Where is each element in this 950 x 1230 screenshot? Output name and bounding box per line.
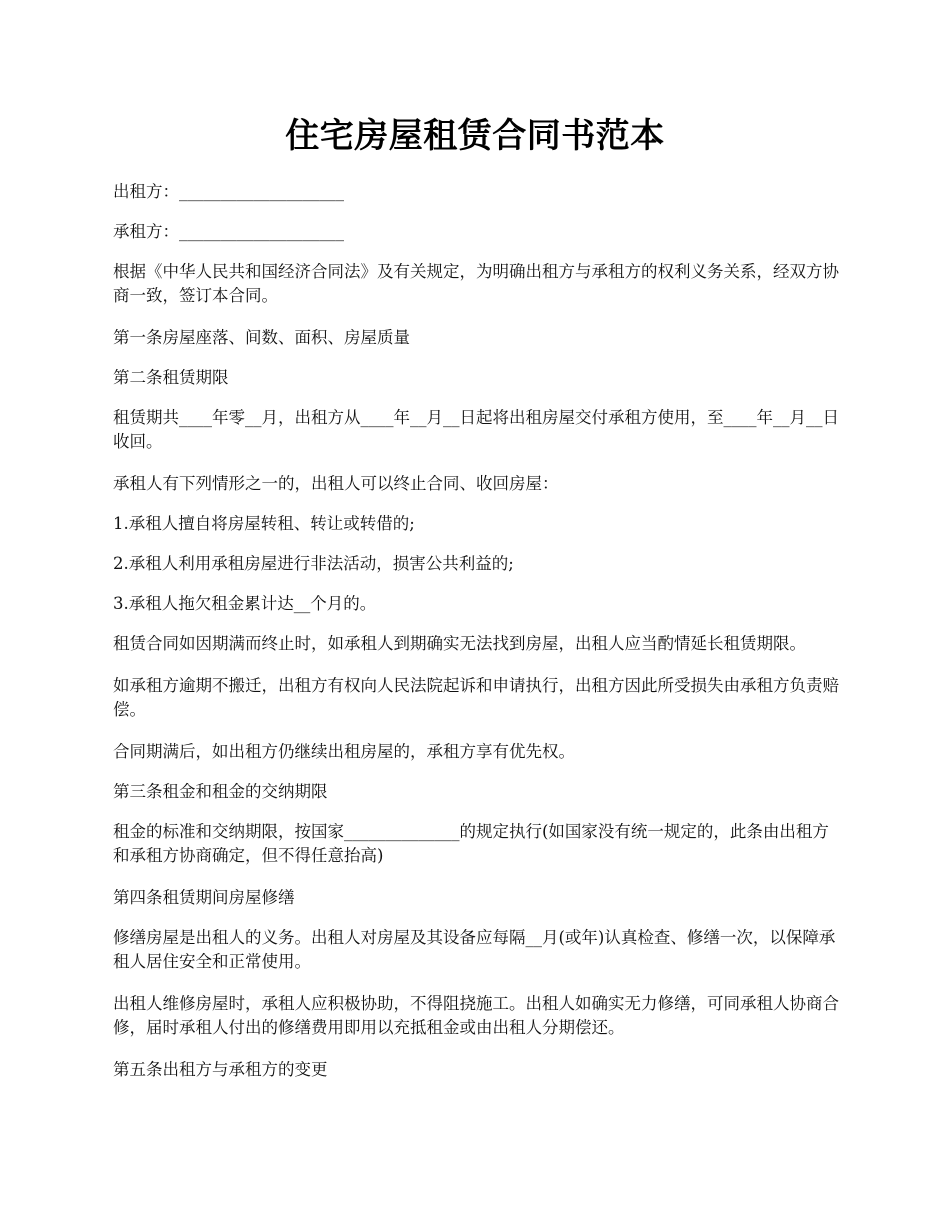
article-5-heading: 第五条出租方与承租方的变更 bbox=[113, 1060, 328, 1079]
termination-item-3: 3.承租人拖欠租金累计达__个月的。 bbox=[113, 594, 377, 613]
document-body bbox=[113, 180, 843, 1098]
article-3-heading: 第三条租金和租金的交纳期限 bbox=[113, 782, 328, 801]
article-2-heading: 第二条租赁期限 bbox=[113, 368, 229, 387]
lessee-line: 承租方：____________________ bbox=[113, 222, 344, 241]
termination-item-2: 2.承租人利用承租房屋进行非法活动，损害公共利益的; bbox=[113, 554, 514, 573]
rent-standard-paragraph: 租金的标准和交纳期限，按国家______________的规定执行(如国家没有统一规定的，此条由出租方和承租方协商确定，但不得任意抬高) bbox=[113, 822, 829, 865]
article-4-heading: 第四条租赁期间房屋修缮 bbox=[113, 888, 295, 907]
extension-paragraph: 租赁合同如因期满而终止时，如承租人到期确实无法找到房屋，出租人应当酌情延长租赁期限。 bbox=[113, 634, 806, 653]
preamble-paragraph: 根据《中华人民共和国经济合同法》及有关规定，为明确出租方与承租方的权利义务关系，经双方协商一致，签订本合同。 bbox=[113, 262, 839, 305]
article-1-heading: 第一条房屋座落、间数、面积、房屋质量 bbox=[113, 328, 410, 347]
repair-duty-paragraph: 修缮房屋是出租人的义务。出租人对房屋及其设备应每隔__月(或年)认真检查、修缮一次，以保障承租人居住安全和正常使用。 bbox=[113, 928, 836, 971]
eviction-paragraph: 如承租方逾期不搬迁，出租方有权向人民法院起诉和申请执行，出租方因此所受损失由承租方负责赔偿。 bbox=[113, 676, 839, 719]
priority-paragraph: 合同期满后，如出租方仍继续出租房屋的，承租方享有优先权。 bbox=[113, 742, 575, 761]
lease-term-paragraph: 租赁期共____年零__月，出租方从____年__月__日起将出租房屋交付承租方使用，至____年__月__日收回。 bbox=[113, 408, 839, 451]
lessor-line: 出租方：____________________ bbox=[113, 182, 344, 201]
document-title: 住宅房屋租赁合同书范本 bbox=[285, 116, 665, 156]
repair-cooperation-paragraph: 出租人维修房屋时，承租人应积极协助，不得阻挠施工。出租人如确实无力修缮，可同承租人协商合修，届时承租人付出的修缮费用即用以充抵租金或由出租人分期偿还。 bbox=[113, 994, 839, 1037]
termination-intro: 承租人有下列情形之一的，出租人可以终止合同、收回房屋： bbox=[113, 474, 559, 493]
termination-item-1: 1.承租人擅自将房屋转租、转让或转借的; bbox=[113, 514, 415, 533]
